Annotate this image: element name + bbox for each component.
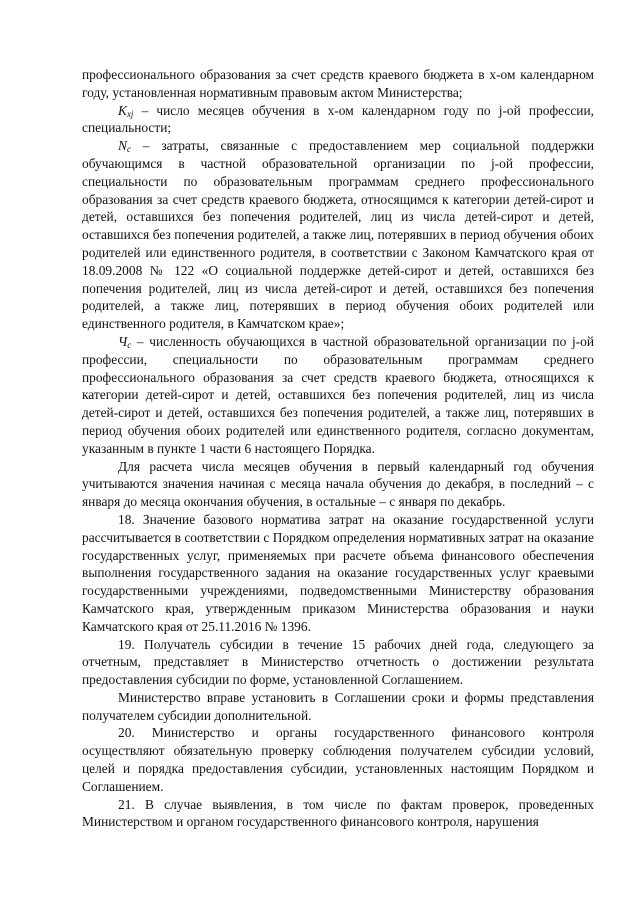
paragraph-21: 21. В случае выявления, в том числе по фактам проверок, проведенных Министерством и органом государственного финансового контроля, нарушения (82, 796, 594, 830)
variable-kxj: $K_{xj}$ (118, 102, 134, 119)
variable-chc: $Ч_c$ (118, 333, 132, 350)
definition-kxj (82, 102, 594, 138)
paragraph-18: 18. Значение базового норматива затрат на оказание государственной услуги рассчитывается в соответствии с Порядком определения нормативных затрат на оказание государственных услуг, применяемых при расчете объема финансового обеспечения выполнения государственного задания на оказание государственных услуг краевыми государственными учреждениями, подведомственными Министерству образования Камчатского края, утвержденным приказом Министерства образования и науки Камчатского края от 25.11.2016 № 1396. (82, 511, 594, 634)
definition-chc (82, 333, 594, 458)
variable-nc: $N_c$ (118, 138, 131, 155)
paragraph-months-calculation: Для расчета числа месяцев обучения в первый календарный год обучения учитываются значения начиная с месяца начала обучения до декабря, в последний – с января до месяца окончания обучения, в остальные – с января по декабрь. (82, 458, 594, 510)
paragraph-20: 20. Министерство и органы государственного финансового контроля осуществляют обязательную проверку соблюдения получателем субсидии условий, целей и порядка предоставления субсидии, установленных настоящим Порядком и Соглашением. (82, 725, 594, 794)
definition-nc-text: – затраты, связанные с предоставлением мер социальной поддержки обучающимся в частной образовательной организации по j-ой профессии, специальности по образовательным программам среднего профессионального образования за счет средств краевого бюджета, относящимся к категории детей-сирот и детей, оставшихся без попечения родителей, лиц из числа детей-сирот и детей, оставшихся без попечения родителей, а также лиц, потерявших в период обучения обоих родителей или единственного родителя, в соответствии с Законом Камчатского края от 18.09.2008 № 122 «О социальной поддержке детей-сирот и детей, оставшихся без попечения родителей, лиц из числа детей-сирот и детей, оставшихся без попечения родителей, а также лиц, потерявших в период обучения обоих родителей или единственного родителя, в Камчатском крае»; (82, 138, 594, 332)
definition-kxj-text: – число месяцев обучения в x-ом календарном году по j-ой профессии, специальности; (82, 102, 594, 136)
paragraph-19-note: Министерство вправе установить в Соглашении сроки и формы представления получателем субсидии дополнительной. (82, 689, 594, 723)
definition-nc (82, 137, 594, 333)
paragraph-continuation: профессионального образования за счет средств краевого бюджета в x-ом календарном году, установленная нормативным правовым актом Министерства; (82, 67, 594, 100)
document-page (82, 66, 594, 831)
definition-chc-text: – численность обучающихся в частной образовательной организации по j-ой профессии, специальности по образовательным программам среднего профессионального образования за счет средств краевого бюджета, относящихся к категории детей-сирот и детей, оставшихся без попечения родителей, лиц из числа детей-сирот и детей, оставшихся без попечения родителей, а также лиц, потерявших в период обучения обоих родителей или единственного родителя, согласно документам, указанным в пункте 1 части 6 настоящего Порядка. (82, 333, 594, 456)
paragraph-19: 19. Получатель субсидии в течение 15 рабочих дней года, следующего за отчетным, представляет в Министерство отчетность о достижении результата предоставления субсидии по форме, установленной Соглашением. (82, 636, 594, 688)
